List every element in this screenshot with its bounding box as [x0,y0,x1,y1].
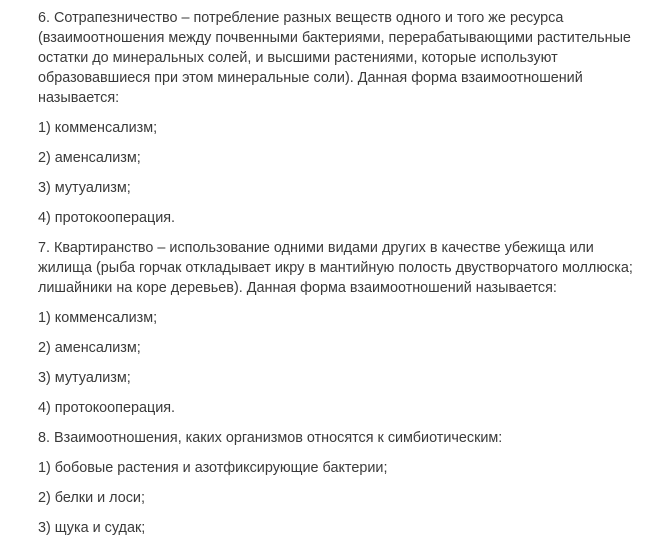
question-6-option-4: 4) протокооперация. [38,210,176,226]
question-7-option-2: 2) аменсализм; [38,340,141,356]
question-7-text: 7. Квартиранство – использование одними видами других в качестве убежища или жилища (рыба горчак откладывает икру в мантийную полость двустворчатого моллюска; лишайники на коре деревьев). Данная форма взаимоотношений называется: [38,240,633,296]
question-8-option-3: 3) щука и судак; [38,520,146,536]
question-8-text: 8. Взаимоотношения, каких организмов относятся к симбиотическим: [38,430,503,446]
question-8-option-1: 1) бобовые растения и азотфиксирующие бактерии; [38,460,388,476]
question-8-option-2: 2) белки и лоси; [38,490,145,506]
question-7-option-4: 4) протокооперация. [38,400,176,416]
question-7-option-1: 1) комменсализм; [38,310,158,326]
question-6-option-3: 3) мутуализм; [38,180,131,196]
question-7-option-3: 3) мутуализм; [38,370,131,386]
article-content [38,8,638,548]
question-6-option-1: 1) комменсализм; [38,120,158,136]
question-6-option-2: 2) аменсализм; [38,150,141,166]
question-6-text: 6. Сотрапезничество – потребление разных веществ одного и того же ресурса (взаимоотношения между почвенными бактериями, перерабатывающими растительные остатки до минеральных солей, и высшими растениями, которые используют образовавшиеся при этом минеральные соли). Данная форма взаимоотношений называется: [38,10,631,106]
